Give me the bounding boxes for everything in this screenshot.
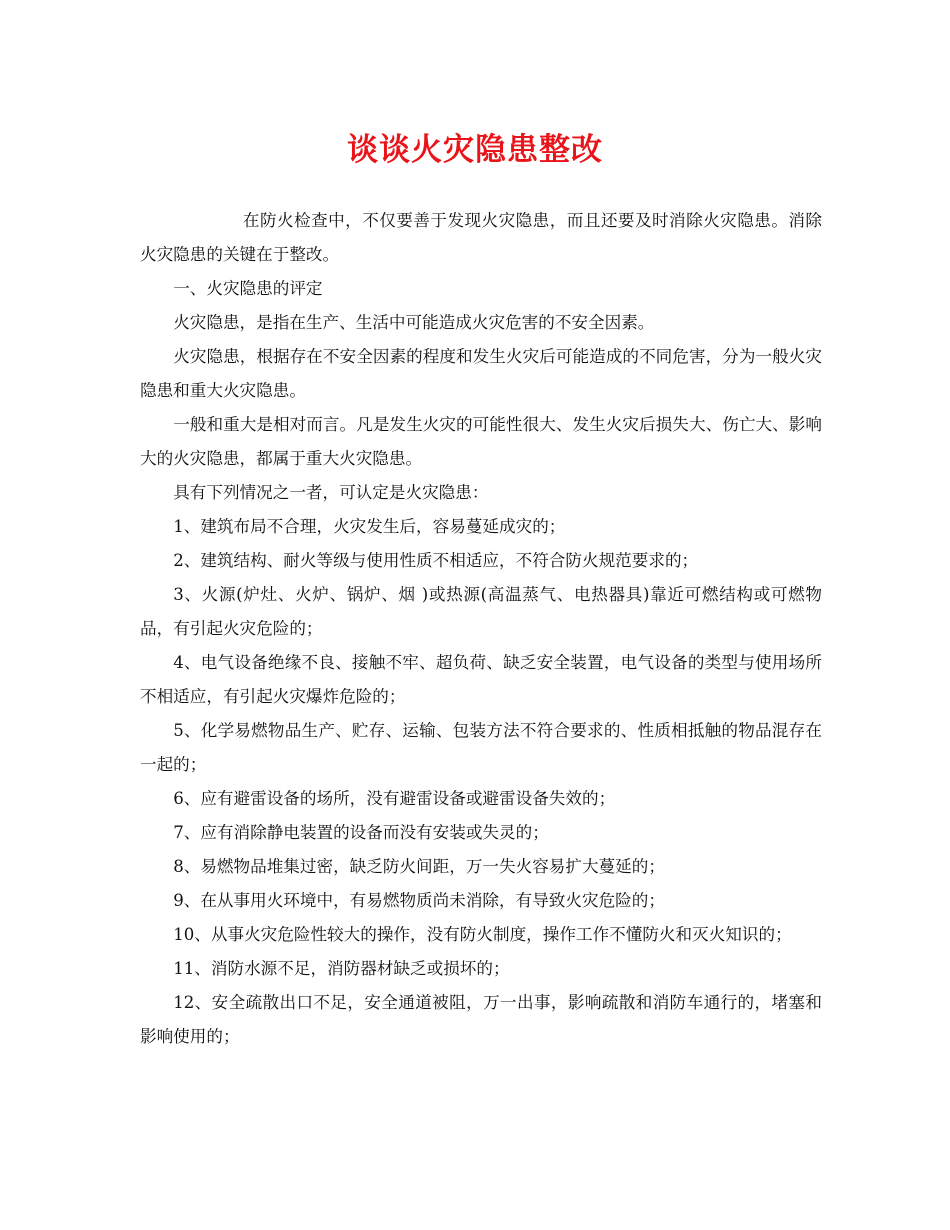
list-item: 4、电气设备绝缘不良、接触不牢、超负荷、缺乏安全装置，电气设备的类型与使用场所不相适应，有引起火灾爆炸危险的； — [140, 653, 822, 706]
list-item: 9、在从事用火环境中，有易燃物质尚未消除，有导致火灾危险的； — [173, 891, 665, 910]
paragraph: 火灾隐患，是指在生产、生活中可能造成火灾危害的不安全因素。 — [173, 313, 655, 332]
list-item: 5、化学易燃物品生产、贮存、运输、包装方法不符合要求的、性质相抵触的物品混存在一起的； — [140, 721, 822, 774]
list-item: 12、安全疏散出口不足，安全通道被阻，万一出事，影响疏散和消防车通行的，堵塞和影响使用的； — [140, 993, 822, 1046]
list-item: 2、建筑结构、耐火等级与使用性质不相适应，不符合防火规范要求的； — [173, 551, 699, 570]
list-item: 6、应有避雷设备的场所，没有避雷设备或避雷设备失效的； — [173, 789, 616, 808]
list-item: 11、消防水源不足，消防器材缺乏或损坏的； — [173, 959, 510, 978]
document-title: 谈谈火灾隐患整改 — [347, 132, 603, 168]
list-item: 8、易燃物品堆集过密，缺乏防火间距，万一失火容易扩大蔓延的； — [173, 857, 665, 876]
paragraph-intro: 在防火检查中，不仅要善于发现火灾隐患，而且还要及时消除火灾隐患。消除火灾隐患的关键在于整改。 — [140, 211, 822, 264]
list-item: 1、建筑布局不合理，火灾发生后，容易蔓延成灾的； — [173, 517, 566, 536]
section-heading: 一、火灾隐患的评定 — [173, 279, 323, 298]
document-body — [140, 204, 822, 1054]
list-item: 7、应有消除静电装置的设备而没有安装或失灵的； — [173, 823, 549, 842]
paragraph: 一般和重大是相对而言。凡是发生火灾的可能性很大、发生火灾后损失大、伤亡大、影响大的火灾隐患，都属于重大火灾隐患。 — [140, 415, 822, 468]
paragraph: 火灾隐患，根据存在不安全因素的程度和发生火灾后可能造成的不同危害，分为一般火灾隐患和重大火灾隐患。 — [140, 347, 822, 400]
paragraph: 具有下列情况之一者，可认定是火灾隐患： — [173, 483, 489, 502]
list-item: 10、从事火灾危险性较大的操作，没有防火制度，操作工作不懂防火和灭火知识的； — [173, 925, 792, 944]
list-item: 3、火源(炉灶、火炉、锅炉、烟 )或热源(高温蒸气、电热器具)靠近可燃结构或可燃物品，有引起火灾危险的； — [140, 585, 822, 638]
